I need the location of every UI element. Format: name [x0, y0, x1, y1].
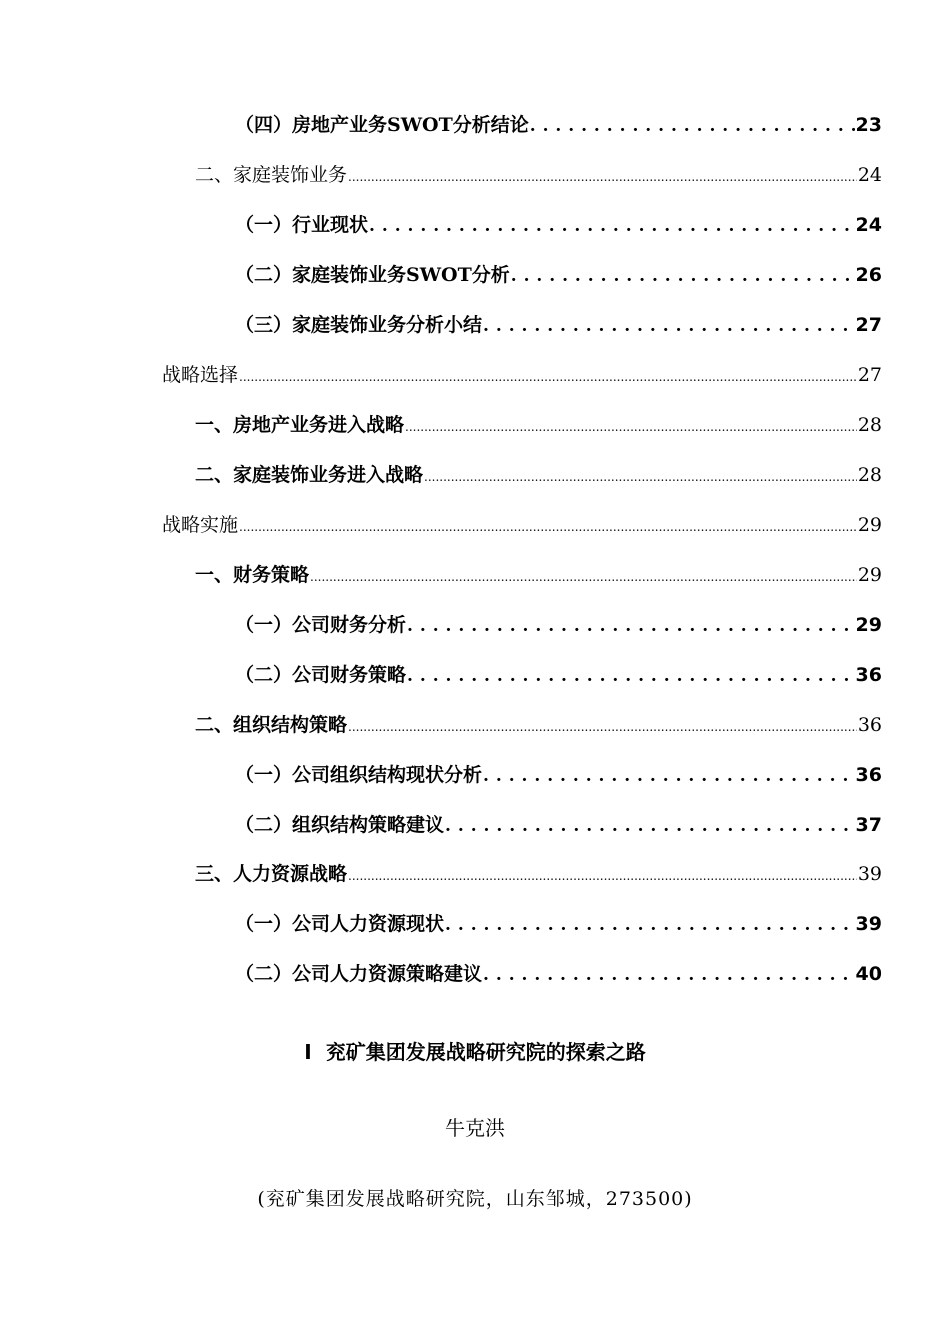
article-title-text: 兖矿集团发展战略研究院的探索之路	[325, 1040, 646, 1064]
toc-leader	[310, 566, 857, 585]
toc-entry-label: （一）行业现状	[235, 214, 369, 236]
article-author: 牛克洪	[445, 1116, 505, 1140]
toc-leader	[424, 466, 857, 485]
toc-entry-page: 36	[857, 714, 882, 736]
toc-entry[interactable]	[195, 460, 882, 490]
toc-entry[interactable]	[195, 560, 882, 590]
toc-entry-page: 23	[855, 114, 882, 136]
toc-entry-label: 三、人力资源战略	[195, 863, 348, 885]
toc-entry[interactable]	[235, 660, 882, 690]
toc-leader	[239, 514, 857, 536]
article-affiliation: (兖矿集团发展战略研究院，山东邹城，273500)	[257, 1188, 693, 1210]
toc-leader	[445, 915, 855, 935]
toc-leader	[407, 616, 855, 636]
toc-entry[interactable]	[235, 810, 882, 840]
toc-entry[interactable]	[235, 260, 882, 290]
toc-entry-label: （一）公司人力资源现状	[235, 913, 445, 935]
toc-entry[interactable]	[235, 310, 882, 340]
toc-entry-page: 27	[857, 364, 882, 386]
toc-entry-page: 39	[857, 863, 882, 885]
toc-entry-page: 26	[855, 264, 882, 286]
toc-entry-page: 28	[857, 464, 882, 486]
toc-entry-label: 二、组织结构策略	[195, 714, 348, 736]
toc-leader	[407, 666, 855, 686]
toc-entry-page: 24	[855, 214, 882, 236]
toc-leader	[369, 216, 855, 236]
toc-entry-label: 二、家庭装饰业务	[195, 164, 348, 186]
toc-entry[interactable]	[195, 710, 882, 740]
toc-leader	[348, 164, 857, 186]
toc-entry[interactable]	[235, 610, 882, 640]
toc-entry[interactable]	[235, 959, 882, 989]
toc-entry[interactable]	[235, 909, 882, 939]
toc-entry[interactable]	[162, 510, 882, 540]
toc-entry-label: （三）家庭装饰业务分析小结	[235, 314, 483, 336]
toc-entry-label: 二、家庭装饰业务进入战略	[195, 464, 424, 486]
toc-entry[interactable]	[162, 360, 882, 390]
toc-entry-label: 战略实施	[162, 514, 239, 536]
toc-entry-page: 39	[855, 913, 882, 935]
toc-leader	[483, 316, 855, 336]
article-title	[0, 1036, 950, 1065]
toc-entry-label: （二）组织结构策略建议	[235, 814, 445, 836]
toc-leader	[348, 865, 857, 884]
toc-entry-label: 一、房地产业务进入战略	[195, 414, 405, 436]
toc-entry[interactable]	[195, 160, 882, 190]
toc-leader	[530, 116, 855, 136]
toc-entry-page: 27	[855, 314, 882, 336]
toc-leader	[348, 716, 857, 735]
toc-entry[interactable]	[195, 410, 882, 440]
toc-entry[interactable]	[235, 760, 882, 790]
toc-entry[interactable]	[235, 210, 882, 240]
toc-entry-label: （一）公司组织结构现状分析	[235, 764, 483, 786]
toc-entry-page: 36	[855, 664, 882, 686]
toc-entry-label: 一、财务策略	[195, 564, 310, 586]
toc-leader	[511, 266, 855, 286]
article-number: I	[304, 1040, 312, 1064]
toc-entry-label: （四）房地产业务SWOT分析结论	[235, 114, 529, 136]
toc-entry-label: （二）公司财务策略	[235, 664, 407, 686]
toc-leader	[483, 766, 855, 786]
toc-entry-label: （二）家庭装饰业务SWOT分析	[235, 264, 510, 286]
toc-entry[interactable]	[235, 110, 882, 140]
toc-entry-page: 24	[857, 164, 882, 186]
toc-entry-page: 36	[855, 764, 882, 786]
toc-leader	[445, 816, 855, 836]
toc-entry-page: 40	[855, 963, 882, 985]
toc-entry-page: 29	[857, 514, 882, 536]
toc-leader	[483, 965, 855, 985]
toc-entry-label: 战略选择	[162, 364, 239, 386]
toc-leader	[239, 364, 857, 386]
toc-entry-page: 29	[855, 614, 882, 636]
toc-entry-label: （二）公司人力资源策略建议	[235, 963, 483, 985]
toc-entry-page: 28	[857, 414, 882, 436]
toc-entry-label: （一）公司财务分析	[235, 614, 407, 636]
toc-leader	[405, 416, 857, 435]
toc-entry[interactable]	[195, 859, 882, 889]
toc-entry-page: 37	[855, 814, 882, 836]
toc-entry-page: 29	[857, 564, 882, 586]
